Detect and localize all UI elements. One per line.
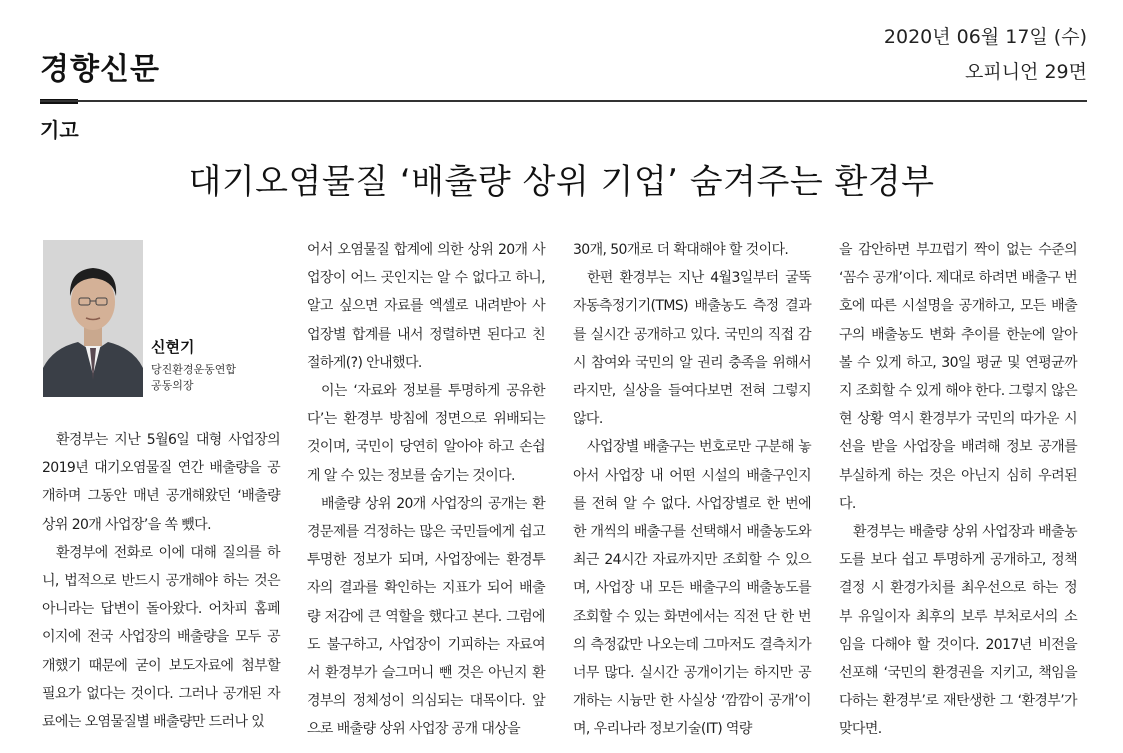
- article-headline: 대기오염물질 ‘배출량 상위 기업’ 숨겨주는 환경부: [188, 162, 935, 202]
- page-info: 오피니언 29면: [965, 61, 1087, 83]
- article-column-3: [573, 236, 811, 744]
- article-column-1: [42, 426, 280, 736]
- newspaper-masthead: 경향신문: [40, 52, 160, 87]
- paragraph: 환경부에 전화로 이에 대해 질의를 하니, 법적으로 반드시 공개해야 하는 것은 아니라는 답변이 돌아왔다. 어차피 홈페이지에 전국 사업장의 배출량을 모두 공개했기 때문에 굳이 보도자료에 첨부할 필요가 없다는 것이다. 그러나 공개된 자료에는 오염물질별 배출량만 드러나 있: [42, 544, 280, 731]
- paragraph: 30개, 50개로 더 확대해야 할 것이다.: [573, 242, 789, 258]
- paragraph: 환경부는 배출량 상위 사업장과 배출농도를 보다 쉽고 투명하게 공개하고, 정책 결정 시 환경가치를 최우선으로 하는 정부 유일이자 최후의 보루 부처로서의 소임을 다해야 할 것이다. 2017년 비전을 선포해 ‘국민의 환경권을 지키고, 책임을 다하는 환경부’로 재탄생한 그 ‘환경부’가 맞다면.: [839, 524, 1077, 738]
- publication-date: 2020년 06월 17일 (수): [883, 26, 1087, 48]
- paragraph: 한편 환경부는 지난 4월3일부터 굴뚝자동측정기기(TMS) 배출농도 측정 결과를 실시간 공개하고 있다. 국민의 직접 감시 참여와 국민의 알 권리 충족을 위해서라지만, 실상을 들여다보면 전혀 그렇지 않다.: [573, 270, 811, 428]
- paragraph: 을 감안하면 부끄럽기 짝이 없는 수준의 ‘꼼수 공개’이다. 제대로 하려면 배출구 번호에 따른 시설명을 공개하고, 모든 배출구의 배출농도 변화 추이를 한눈에 알아볼 수 있게 하고, 30일 평균 및 연평균까지 조회할 수 있게 해야 한다. 그렇지 않은 현 상황 역시 환경부가 국민의 따가운 시선을 받을 사업장을 배려해 정보 공개를 부실하게 하는 것은 아닌지 심히 우려된다.: [839, 242, 1077, 512]
- paragraph: 어서 오염물질 합계에 의한 상위 20개 사업장이 어느 곳인지는 알 수 없다고 하니, 알고 싶으면 자료를 엑셀로 내려받아 사업장별 합계를 내서 정렬하면 된다고 친절하게(?) 안내했다.: [307, 242, 545, 371]
- author-title: 공동의장: [151, 379, 194, 392]
- author-org: 당진환경운동연합: [151, 363, 237, 376]
- article-column-4: [839, 236, 1077, 744]
- author-photo: [43, 240, 143, 397]
- author-affiliation: [151, 362, 271, 394]
- paragraph: 이는 ‘자료와 정보를 투명하게 공유한다’는 환경부 방침에 정면으로 위배되는 것이며, 국민이 당연히 알아야 하고 손쉽게 알 수 있는 정보를 숨기는 것이다.: [307, 383, 545, 484]
- author-portrait-image: [43, 240, 143, 397]
- paragraph: 환경부는 지난 5월6일 대형 사업장의 2019년 대기오염물질 연간 배출량을 공개하며 그동안 매년 공개해왔던 ‘배출량 상위 20개 사업장’을 쏙 뺐다.: [42, 432, 280, 533]
- article-column-2: [307, 236, 545, 744]
- paragraph: 사업장별 배출구는 번호로만 구분해 놓아서 사업장 내 어떤 시설의 배출구인지를 전혀 알 수 없다. 사업장별로 한 번에 한 개씩의 배출구를 선택해서 배출농도와 최근 24시간 자료까지만 조회할 수 있으며, 사업장 내 모든 배출구의 배출농도를 조회할 수 있는 화면에서는 직전 단 한 번의 측정값만 나오는데 그마저도 결측치가 너무 많다. 실시간 공개이기는 하지만 공개하는 시늉만 한 사실상 ‘깜깜이 공개’이며, 우리나라 정보기술(IT) 역량: [573, 439, 811, 738]
- author-name: 신현기: [151, 338, 195, 356]
- section-label: 기고: [40, 118, 79, 142]
- paragraph: 배출량 상위 20개 사업장의 공개는 환경문제를 걱정하는 많은 국민들에게 쉽고 투명한 정보가 되며, 사업장에는 환경투자의 결과를 확인하는 지표가 되어 배출량 저감에 큰 역할을 했다고 본다. 그럼에도 불구하고, 사업장이 기피하는 자료여서 환경부가 슬그머니 뺀 것은 아닌지 환경부의 정체성이 의심되는 대목이다. 앞으로 배출량 상위 사업장 공개 대상을: [307, 495, 545, 738]
- masthead-divider: [40, 100, 1087, 102]
